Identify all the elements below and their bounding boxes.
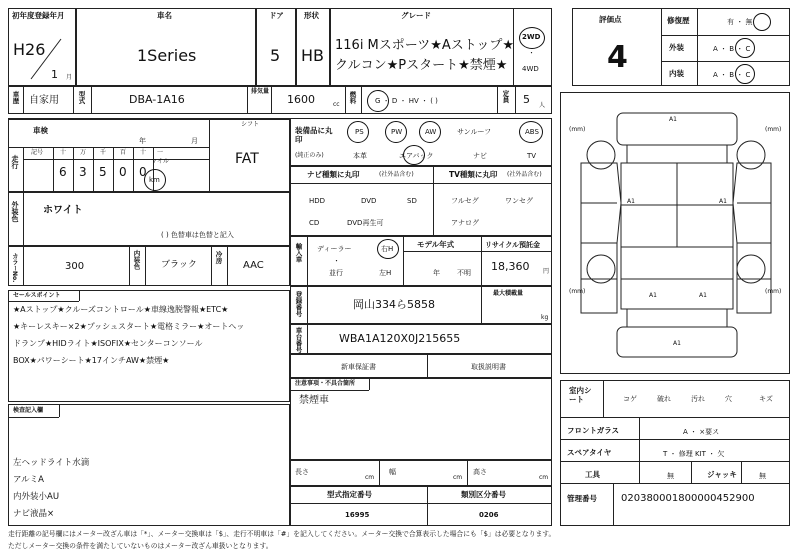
tv-analog: アナログ	[451, 219, 479, 227]
equipment-box	[290, 118, 552, 166]
grade-line1: 116i Mスポーツ★Aストップ★	[335, 38, 515, 53]
mm-rear-left: (mm)	[569, 288, 586, 295]
shape-label: 形状	[304, 11, 319, 20]
color-label: 外装色	[11, 201, 20, 222]
repair-options: 有 ・ 無	[727, 18, 753, 26]
width-cm: cm	[453, 474, 463, 481]
equip-airbag-circle	[403, 145, 425, 165]
type-cert: 16995	[345, 511, 370, 519]
a1-right-fender: A1	[719, 198, 727, 205]
a1-rear-bumper: A1	[673, 340, 681, 347]
interior-option: コゲ	[623, 395, 637, 403]
sales-label: セールスポイント	[13, 292, 61, 299]
rating-box	[572, 8, 790, 86]
model-label: 型式	[77, 91, 86, 104]
mm-front-left: (mm)	[569, 126, 586, 133]
navi-cd: CD	[309, 219, 320, 227]
capacity-unit: 人	[539, 102, 546, 109]
equip-aw: AW	[425, 128, 437, 136]
capacity: 5	[523, 93, 530, 106]
inspector-line: 内外装小AU	[13, 492, 60, 502]
equip-airbag: エアバック	[399, 152, 434, 160]
car-name-cell	[76, 8, 256, 86]
score-label: 評価点	[599, 15, 622, 24]
equip-ps-circle	[347, 121, 369, 143]
interior-label: 内装	[669, 69, 684, 78]
doors-label: ドア	[269, 11, 284, 20]
length-cm: cm	[365, 474, 375, 481]
max-load-kg: kg	[541, 314, 549, 321]
height-cm: cm	[539, 474, 549, 481]
equip-leather: 本革	[353, 152, 367, 160]
displacement: 1600	[287, 93, 315, 106]
equip-aw-circle	[419, 121, 441, 143]
interior-option: 汚れ	[691, 395, 705, 403]
equip-abs: ABS	[525, 128, 539, 136]
dimensions-row	[290, 460, 552, 486]
jack-label: ジャッキ	[707, 470, 737, 479]
spare-label: スペアタイヤ	[567, 448, 612, 457]
inspection-year: 年	[139, 137, 146, 145]
import-label: 輸入車	[294, 243, 303, 263]
fuel-g-circle	[367, 90, 389, 112]
ac: AAC	[243, 260, 264, 271]
notes: 禁煙車	[299, 395, 329, 406]
chassis-row	[290, 324, 552, 354]
recycle-yen: 円	[543, 268, 550, 275]
import-parallel: 並行	[329, 269, 343, 277]
interior-option: キズ	[759, 395, 773, 403]
navi-sub: (社外品含む)	[379, 171, 414, 178]
grade-cell	[330, 8, 552, 86]
row2	[8, 86, 552, 114]
equip-pw-circle	[385, 121, 407, 143]
color-no-row	[8, 246, 290, 286]
a1-left-fender: A1	[627, 198, 635, 205]
jack: 無	[759, 472, 766, 480]
use: 自家用	[29, 95, 59, 106]
reg-label: 登録番号	[294, 291, 303, 317]
mgmt: 020380001800000452900	[621, 493, 755, 504]
cc-unit: cc	[333, 101, 340, 108]
doors: 5	[270, 46, 281, 65]
model-year-unit: 年	[433, 269, 440, 277]
a1-rear-right: A1	[699, 292, 707, 299]
tv-oneseg: ワンセグ	[505, 197, 533, 205]
color-cell	[8, 192, 290, 246]
mgmt-label: 管理番号	[567, 494, 597, 503]
warranty: 新車保証書	[341, 363, 376, 371]
inspection-label: 車検	[33, 126, 48, 135]
inspector-line: ナビ液晶×	[13, 509, 55, 519]
model: DBA-1A16	[129, 93, 185, 106]
tools: 無	[667, 472, 674, 480]
equip-tv: TV	[527, 152, 537, 160]
navi-dvd-play: DVD再生可	[347, 219, 384, 227]
color: ホワイト	[43, 205, 83, 216]
equip-navi: ナビ	[473, 152, 487, 160]
tv-sub: (社外品含む)	[507, 171, 542, 178]
km-unit: km	[149, 176, 160, 184]
first-reg-month: 1	[51, 68, 58, 81]
exterior-b-circle	[735, 38, 755, 58]
tools-label: 工具	[585, 470, 600, 479]
tv-label: TV種類に丸印	[449, 170, 498, 179]
height-label: 高さ	[473, 468, 487, 476]
drive-dot: ・	[528, 49, 535, 57]
interior-color: ブラック	[161, 260, 197, 270]
a1-rear-left: A1	[649, 292, 657, 299]
notes-label: 注意事項・不具合箇所	[295, 380, 356, 387]
interior-b-circle	[735, 64, 755, 84]
color-no: 300	[65, 261, 85, 272]
registration-row	[290, 286, 552, 324]
navi-dvd: DVD	[361, 197, 377, 205]
manual: 取扱説明書	[471, 363, 506, 371]
mileage-digit: 0	[139, 165, 147, 179]
damage-diagram	[560, 92, 790, 374]
hand-right-circle	[377, 239, 399, 259]
hand-right: 右H	[381, 245, 394, 253]
interior-seat-label: 室内シート	[569, 386, 592, 404]
exterior-label: 外装	[669, 43, 684, 52]
repair-label: 修復歴	[667, 16, 690, 25]
fuel-options: G ・ D ・ HV ・ ( )	[375, 97, 438, 105]
equip-abs-circle	[519, 121, 543, 143]
import-dealer: ディーラー	[317, 245, 352, 253]
car-name: 1Series	[137, 46, 197, 65]
navi-sd: SD	[407, 197, 417, 205]
cert-row	[290, 486, 552, 526]
mileage-header: 万	[80, 149, 87, 156]
mm-rear-right: (mm)	[765, 288, 782, 295]
reg-number: 岡山334ら5858	[353, 298, 435, 311]
sales-line: ドランプ★HIDライト★ISOFIX★センターコンソール	[13, 339, 203, 348]
equip-sunroof: サンルーフ	[457, 128, 492, 136]
model-year-unknown: 不明	[457, 269, 471, 277]
drive-4wd: 4WD	[522, 65, 539, 73]
interior-grades: A ・ B ・ C	[713, 71, 751, 79]
model-year-label: モデル年式	[417, 240, 455, 249]
inspector-line: アルミA	[13, 475, 44, 485]
shift-label: シフト	[241, 121, 260, 128]
drive-2wd: 2WD	[522, 33, 541, 41]
score: 4	[607, 40, 628, 75]
sales-points	[8, 290, 290, 402]
chassis: WBA1A120X0J215655	[339, 332, 461, 345]
windshield: A ・ ×要ス	[683, 428, 720, 436]
sales-line: ★キーレスキー×2★プッシュスタート★電格ミラー★オートヘッ	[13, 322, 245, 331]
mileage-label: 走行	[11, 155, 20, 169]
footer-line2: ただしメーター交換の条件を満たしていないものはメーター改ざん車扱いとなります。	[8, 542, 273, 550]
color-note: ( ) 色替車は色替と記入	[161, 231, 234, 239]
mile-unit: マイル	[151, 158, 169, 165]
mileage-header: 百	[120, 149, 127, 156]
width-label: 幅	[389, 468, 396, 476]
first-reg-label: 初年度登録年月	[12, 11, 65, 20]
class-no: 0206	[479, 511, 499, 519]
hand-left: 左H	[379, 269, 392, 277]
grade-label: グレード	[401, 11, 431, 20]
mileage-header: 記号	[31, 149, 44, 156]
inspector-notes	[8, 404, 290, 526]
repair-none-circle	[753, 13, 771, 31]
equipment-label: 装備品に丸印	[295, 126, 333, 144]
notes-box	[290, 378, 552, 460]
mm-front-right: (mm)	[765, 126, 782, 133]
equipment-sub: (純正のみ)	[295, 152, 324, 159]
car-name-label: 車名	[157, 11, 172, 20]
spare: T ・ 修理 KIT ・ 欠	[663, 450, 725, 458]
doors-cell	[256, 8, 296, 86]
navi-label: ナビ種類に丸印	[307, 170, 360, 179]
a1-front-bumper: A1	[669, 116, 677, 123]
type-cert-label: 型式指定番号	[327, 490, 372, 499]
recycle: 18,360	[491, 260, 530, 273]
tv-fullseg: フルセグ	[451, 197, 479, 205]
mileage-header: 千	[100, 149, 107, 156]
capacity-label: 定員	[501, 90, 510, 103]
windshield-label: フロントガラス	[567, 426, 620, 435]
fuel-label: 燃料	[348, 91, 357, 104]
mileage-digit: 3	[79, 165, 87, 179]
interior-color-label: 内装色	[132, 250, 141, 270]
inspector-label: 検査記入欄	[13, 407, 44, 414]
shape: HB	[301, 46, 325, 65]
shift: FAT	[235, 151, 259, 167]
navi-tv-box	[290, 166, 552, 236]
navi-hdd: HDD	[309, 197, 326, 205]
shape-cell	[296, 8, 330, 86]
mileage-digit: 0	[119, 165, 127, 179]
ac-label: 冷房	[214, 251, 223, 264]
car-outline	[561, 93, 790, 374]
max-load-label: 最大積載量	[493, 290, 524, 297]
import-dot: ・	[333, 257, 340, 265]
inspection-shift	[8, 118, 290, 192]
mileage-digit: 6	[59, 165, 67, 179]
exterior-grades: A ・ B ・ C	[713, 45, 751, 53]
mileage-header: 一	[157, 149, 164, 156]
sales-line: ★Aストップ★クルーズコントロール★車線逸脱警報★ETC★	[13, 305, 229, 314]
month-unit: 月	[66, 74, 73, 81]
mileage-header: 十	[140, 149, 147, 156]
equip-ps: PS	[355, 128, 364, 136]
inspector-line: 左ヘッドライト水滴	[13, 458, 90, 468]
mileage-header: 十	[60, 149, 67, 156]
length-label: 長さ	[295, 468, 309, 476]
footer-line1: 走行距離の記号欄にはメーター改ざん車は「*」、メーター交換車は「$」、走行不明車は「#」を記入してください。メーター交換で合算表示した場合にも「$」は必要となります。	[8, 530, 556, 538]
class-label: 類別区分番号	[461, 490, 506, 499]
import-row	[290, 236, 552, 286]
interior-condition	[560, 380, 790, 526]
color-no-label: カラーNo.	[10, 253, 18, 283]
docs-row	[290, 354, 552, 378]
mileage-digit: 5	[99, 165, 107, 179]
first-reg-cell	[8, 8, 76, 86]
use-label: 車歴	[11, 91, 20, 104]
equip-pw: PW	[391, 128, 403, 136]
sales-line: BOX★パワーシート★17インチAW★禁煙★	[13, 356, 170, 365]
km-circle	[144, 169, 166, 191]
first-reg-era: H26	[13, 40, 46, 59]
interior-option: 穴	[725, 395, 732, 403]
inspection-month: 月	[191, 137, 198, 145]
recycle-label: リサイクル預託金	[485, 241, 541, 249]
grade-line2: クルコン★Pスタート★禁煙★	[335, 58, 508, 73]
chassis-label: 車台番号	[294, 327, 303, 353]
interior-option: 破れ	[657, 395, 671, 403]
disp-label: 排気量	[251, 88, 270, 95]
